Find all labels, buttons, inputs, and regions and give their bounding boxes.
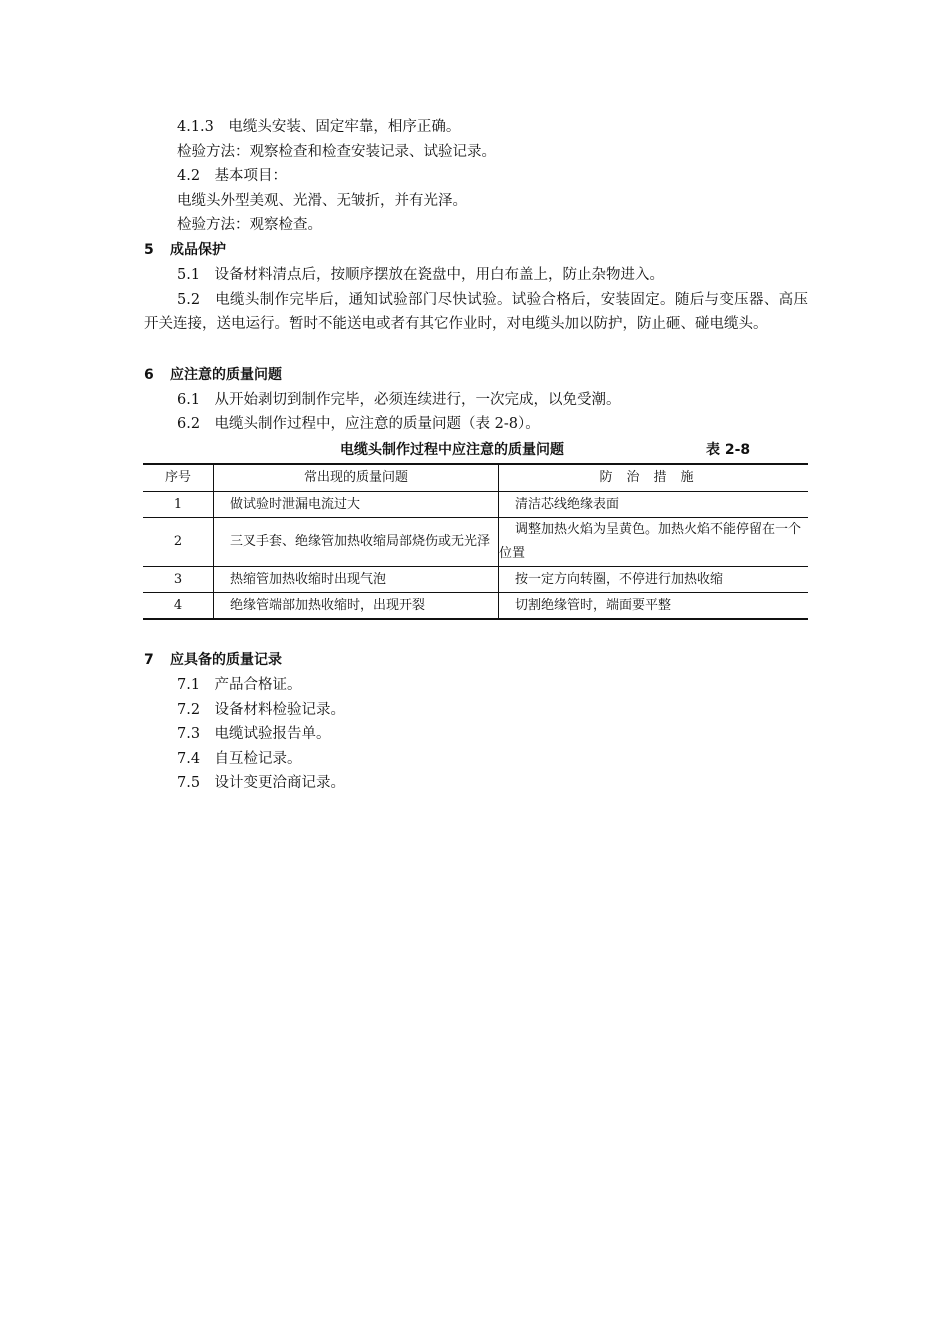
clause-6-1: 6.1 从开始剥切到制作完毕，必须连续进行，一次完成，以免受潮。	[177, 392, 621, 408]
table-number: 表 2-8	[706, 442, 751, 458]
section-7-title: 应具备的质量记录	[170, 652, 282, 668]
table-row	[143, 567, 808, 593]
record-item: 7.5 设计变更洽商记录。	[177, 775, 346, 791]
record-item: 7.4 自互检记录。	[177, 751, 302, 767]
inspection-method-4-1-3: 检验方法：观察检查和检查安装记录、试验记录。	[177, 144, 496, 160]
row-number: 1	[143, 492, 214, 518]
header-problem: 常出现的质量问题	[214, 464, 499, 492]
row-problem: 做试验时泄漏电流过大	[214, 492, 499, 518]
quality-issues-table	[143, 463, 808, 620]
section-5-number: 5	[144, 242, 154, 258]
section-7-number: 7	[144, 652, 154, 668]
clause-4-1-3: 4.1.3 电缆头安装、固定牢靠，相序正确。	[177, 119, 461, 135]
header-serial: 序号	[143, 464, 214, 492]
header-measure: 防治措施	[499, 464, 809, 492]
row-problem: 热缩管加热收缩时出现气泡	[214, 567, 499, 593]
section-6-number: 6	[144, 367, 154, 383]
table-row	[143, 492, 808, 518]
table-row	[143, 518, 808, 567]
clause-4-2: 4.2 基本项目：	[177, 168, 288, 184]
clause-6-2: 6.2 电缆头制作过程中，应注意的质量问题（表 2-8）。	[177, 416, 540, 432]
section-6-title: 应注意的质量问题	[170, 367, 282, 383]
row-number: 2	[143, 518, 214, 567]
row-problem: 三叉手套、绝缘管加热收缩局部烧伤或无光泽	[214, 518, 499, 567]
section-5-title: 成品保护	[170, 242, 226, 258]
inspection-method-4-2: 检验方法：观察检查。	[177, 217, 322, 233]
section-7-heading	[144, 648, 282, 672]
table-row	[143, 593, 808, 620]
table-caption: 电缆头制作过程中应注意的质量问题	[340, 442, 564, 458]
record-item: 7.1 产品合格证。	[177, 677, 302, 693]
record-item: 7.2 设备材料检验记录。	[177, 702, 346, 718]
clause-4-2-text: 电缆头外型美观、光滑、无皱折，并有光泽。	[177, 193, 467, 209]
row-measure: 按一定方向转圈，不停进行加热收缩	[499, 567, 809, 593]
row-problem: 绝缘管端部加热收缩时，出现开裂	[214, 593, 499, 620]
row-number: 3	[143, 567, 214, 593]
row-measure: 调整加热火焰为呈黄色。加热火焰不能停留在一个位置	[499, 518, 809, 567]
section-5-heading	[144, 238, 226, 262]
row-number: 4	[143, 593, 214, 620]
section-6-heading	[144, 363, 282, 387]
clause-5-2: 5.2 电缆头制作完毕后，通知试验部门尽快试验。试验合格后，安装固定。随后与变压器、高压开关连接，送电运行。暂时不能送电或者有其它作业时，对电缆头加以防护，防止砸、碰电缆头。	[144, 292, 808, 332]
row-measure: 切割绝缘管时，端面要平整	[499, 593, 809, 620]
record-item: 7.3 电缆试验报告单。	[177, 726, 331, 742]
row-measure: 清洁芯线绝缘表面	[499, 492, 809, 518]
clause-5-1: 5.1 设备材料清点后，按顺序摆放在瓷盘中，用白布盖上，防止杂物进入。	[177, 267, 665, 283]
